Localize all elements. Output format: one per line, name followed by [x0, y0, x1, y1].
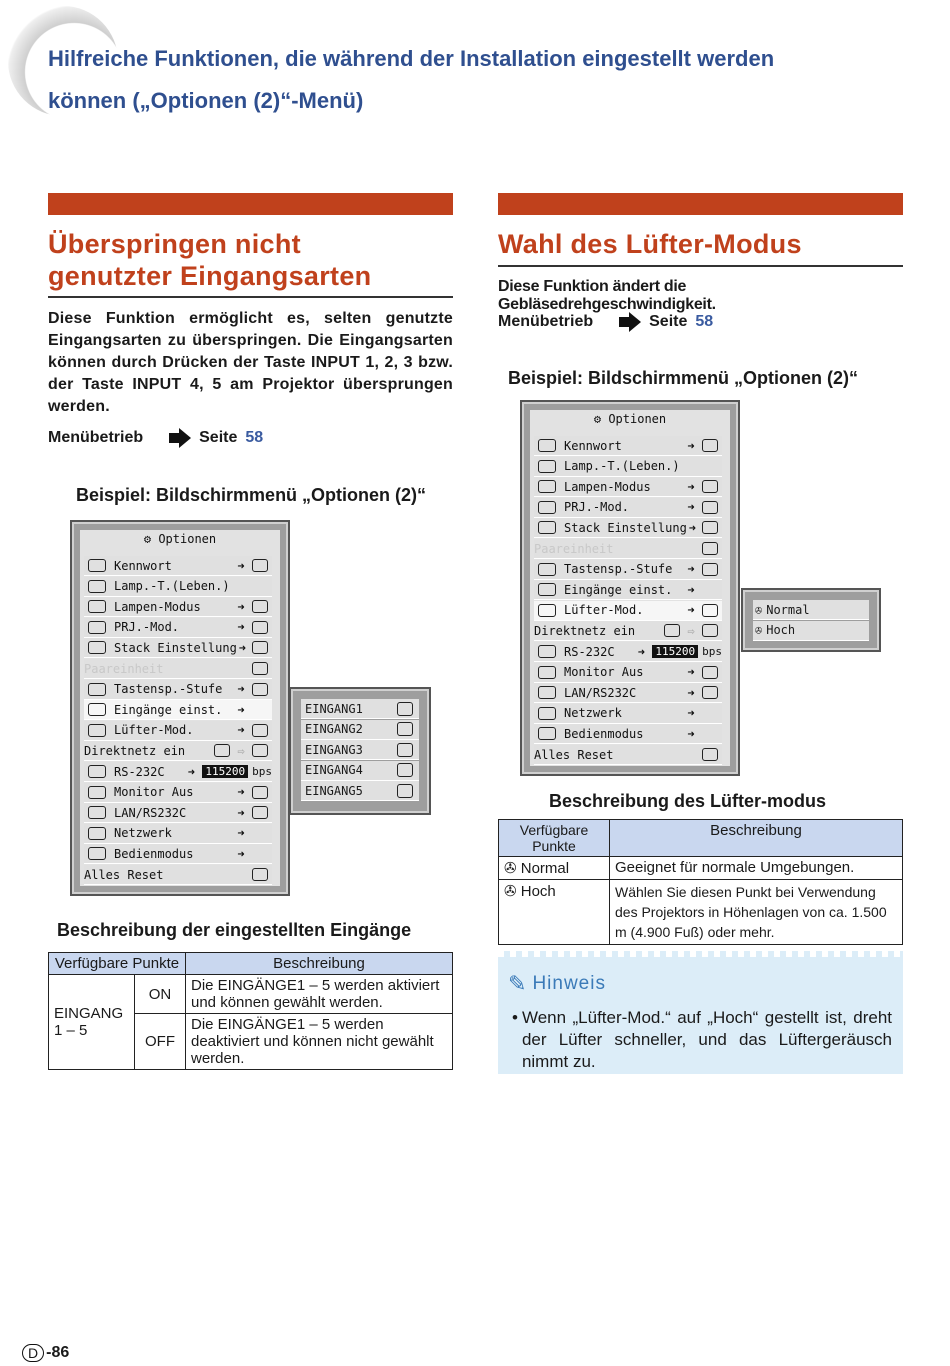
- hinweis-header: [508, 971, 606, 997]
- normal-desc: Geeignet für normale Umgebungen.: [610, 857, 903, 880]
- setting-state-icon: [702, 439, 718, 452]
- menu-item-icon: [538, 563, 556, 576]
- setting-state-icon: [252, 724, 268, 737]
- osd-menu-item[interactable]: [84, 865, 272, 885]
- arrow-right-icon: [629, 312, 641, 332]
- right-example-caption: Beispiel: Bildschirmmenü „Optionen (2)“: [508, 368, 859, 388]
- left-menu-op: [48, 428, 263, 448]
- normal-label: Normal: [520, 860, 570, 877]
- eingang-label: EINGANG 1 – 5: [54, 1005, 124, 1039]
- submenu-item-label: Normal: [766, 602, 810, 617]
- osd-menu-item-label: Lüfter-Mod.: [564, 603, 644, 618]
- page-number: [22, 1344, 69, 1362]
- menu-op-label: Menübetrieb: [48, 429, 144, 446]
- hoch-desc: Wählen Sie diesen Punkt bei Verwendung des Projektors in Höhenlagen von ca. 1.500 m (4.900 Fuß) oder mehr.: [610, 880, 903, 945]
- arrow-icon: ➜: [237, 558, 245, 573]
- arrow-icon: ⇨: [237, 743, 245, 758]
- osd-menu-item-label: Tastensp.-Stufe: [564, 562, 673, 577]
- arrow-icon: ➜: [687, 438, 695, 453]
- right-section-bar: [498, 193, 903, 215]
- osd-menu-item[interactable]: [84, 638, 272, 658]
- setting-state-icon: [252, 806, 268, 819]
- osd-menu-item-label: Eingänge einst.: [564, 582, 673, 597]
- table-head-items: Verfügbare Punkte: [499, 820, 610, 857]
- osd-header-label: Optionen: [608, 412, 667, 426]
- fan-icon: ✇: [755, 602, 763, 617]
- osd-menu-item[interactable]: [534, 683, 722, 703]
- baud-rate-value: 115200: [652, 645, 698, 658]
- arrow-icon: ➜: [637, 644, 645, 659]
- menu-item-icon: [88, 724, 106, 737]
- right-subtitle: Diese Funktion ändert die Gebläsedrehgeschwindigkeit.: [498, 278, 716, 313]
- osd-menu-item-label: LAN/RS232C: [564, 685, 637, 700]
- menu-item-icon: [538, 686, 556, 699]
- left-divider: [48, 296, 453, 298]
- page-title-line1: Hilfreiche Funktionen, die während der Installation eingestellt werden: [48, 46, 775, 71]
- menu-item-icon: [88, 641, 106, 654]
- osd-menu-item[interactable]: [534, 621, 722, 641]
- osd-menu-body: [530, 410, 730, 766]
- submenu-item-label: Hoch: [766, 623, 796, 638]
- arrow-icon: ➜: [688, 520, 697, 535]
- menu-item-icon: [538, 707, 556, 720]
- osd-header: [80, 532, 280, 554]
- baud-rate-unit: bps: [702, 645, 722, 658]
- arrow-icon: ➜: [687, 562, 695, 577]
- arrow-icon: ➜: [187, 764, 195, 779]
- arrow-icon: ➜: [237, 785, 245, 800]
- setting-state-icon: [702, 748, 718, 761]
- page-title: [48, 38, 868, 122]
- osd-menu-item-label: Stack Einstellung: [564, 520, 687, 535]
- setting-state-icon: [702, 501, 718, 514]
- setting-state-icon: [702, 563, 718, 576]
- gear-icon: ⚙: [593, 412, 602, 426]
- setting-state-icon: [252, 641, 268, 654]
- menu-item-icon: [88, 827, 106, 840]
- osd-menu-item[interactable]: [534, 663, 722, 683]
- inputs-table: [48, 952, 453, 1070]
- osd-menu-item-label: Direktnetz ein: [84, 743, 186, 758]
- osd-menu-item[interactable]: [534, 477, 722, 497]
- osd-menu-item-label: PRJ.-Mod.: [114, 620, 180, 635]
- setting-state-icon: [252, 662, 268, 675]
- menu-item-icon: [88, 765, 106, 778]
- osd-header: [530, 412, 730, 434]
- submenu-item-label: EINGANG2: [305, 722, 363, 737]
- osd-menu-item[interactable]: [534, 601, 722, 621]
- osd-menu-item[interactable]: [84, 680, 272, 700]
- osd-menu-item-label: Lamp.-T.(Leben.): [114, 579, 230, 594]
- osd-menu-item[interactable]: [84, 783, 272, 803]
- arrow-icon: ➜: [687, 685, 695, 700]
- osd-menu-item[interactable]: [534, 539, 722, 559]
- osd-menu-item[interactable]: [84, 762, 272, 782]
- menu-item-icon: [538, 521, 556, 534]
- osd-menu-item-label: Paareinheit: [534, 541, 614, 556]
- right-divider: [498, 265, 903, 267]
- table-head-desc: Beschreibung: [186, 953, 453, 975]
- arrow-icon: ➜: [687, 726, 695, 741]
- toggle-off-icon: [214, 744, 230, 757]
- fan-icon: ✇: [755, 623, 763, 638]
- submenu-item[interactable]: [301, 720, 419, 740]
- hinweis-text: Wenn „Lüfter-Mod.“ auf „Hoch“ gestellt ist, dreht der Lüfter schneller, und das Lüftergeräusch nimmt zu.: [521, 1008, 892, 1071]
- osd-menu-item[interactable]: [84, 577, 272, 597]
- setting-state-icon: [252, 786, 268, 799]
- normal-cell: [499, 857, 610, 880]
- osd-menu-item-label: Kennwort: [114, 558, 172, 573]
- page-ref-link[interactable]: 58: [245, 429, 264, 446]
- osd-menu-item[interactable]: [534, 498, 722, 518]
- osd-menu-item[interactable]: [84, 700, 272, 720]
- on-cell: ON: [135, 975, 186, 1014]
- baud-rate-value: 115200: [202, 765, 248, 778]
- setting-state-icon: [252, 683, 268, 696]
- hinweis-box: [498, 951, 903, 1074]
- menu-item-icon: [88, 847, 106, 860]
- checkbox-icon: [397, 722, 413, 736]
- osd-menu-item-label: RS-232C: [564, 644, 615, 659]
- osd-menu-right: [520, 400, 740, 776]
- osd-menu-item-label: Stack Einstellung: [114, 640, 237, 655]
- menu-item-icon: [88, 683, 106, 696]
- hinweis-title: Hinweis: [532, 973, 606, 994]
- table-head-items: Verfügbare Punkte: [49, 953, 186, 975]
- arrow-icon: ➜: [237, 599, 245, 614]
- fan-mode-table: [498, 819, 903, 945]
- setting-state-icon: [252, 868, 268, 881]
- arrow-icon: ➜: [687, 603, 695, 618]
- fan-icon: ✇: [504, 883, 517, 900]
- osd-menu-item-label: Bedienmodus: [564, 726, 644, 741]
- page-title-line2: können („Optionen (2)“-Menü): [48, 88, 364, 113]
- submenu-item-label: EINGANG4: [305, 763, 363, 778]
- menu-item-icon: [88, 580, 106, 593]
- baud-rate-unit: bps: [252, 765, 272, 778]
- osd-menu-item-label: Monitor Aus: [114, 785, 194, 800]
- osd-menu-item-label: Eingänge einst.: [114, 702, 223, 717]
- arrow-right-icon: [179, 428, 191, 448]
- gear-icon: ⚙: [143, 532, 152, 546]
- submenu-item-label: EINGANG5: [305, 783, 363, 798]
- setting-state-icon: [702, 666, 718, 679]
- osd-menu-item-label: Netzwerk: [564, 706, 622, 721]
- off-desc: Die EINGÄNGE1 – 5 werden deaktiviert und können nicht gewählt werden.: [186, 1014, 453, 1070]
- arrow-icon: ➜: [237, 826, 245, 841]
- osd-menu-item[interactable]: [534, 436, 722, 456]
- osd-header-label: Optionen: [158, 532, 217, 546]
- checkbox-icon: [397, 702, 413, 716]
- hinweis-dotted-border: [498, 951, 903, 957]
- osd-menu-item[interactable]: [534, 580, 722, 600]
- submenu-item[interactable]: [301, 761, 419, 781]
- arrow-icon: ➜: [237, 723, 245, 738]
- osd-menu-item-label: Lamp.-T.(Leben.): [564, 459, 680, 474]
- osd-menu-item[interactable]: [534, 457, 722, 477]
- menu-item-icon: [538, 666, 556, 679]
- osd-menu-item-label: PRJ.-Mod.: [564, 500, 630, 515]
- setting-state-icon: [702, 480, 718, 493]
- checkbox-icon: [397, 784, 413, 798]
- setting-state-icon: [252, 600, 268, 613]
- osd-menu-item[interactable]: [84, 741, 272, 761]
- arrow-icon: ⇨: [687, 623, 695, 638]
- left-table-title: Beschreibung der eingestellten Eingänge: [57, 920, 412, 940]
- right-section-title: Wahl des Lüfter-Modus: [498, 229, 802, 259]
- left-section-bar: [48, 193, 453, 215]
- menu-item-icon: [538, 480, 556, 493]
- submenu-item-label: EINGANG3: [305, 742, 363, 757]
- arrow-icon: ➜: [687, 500, 695, 515]
- menu-item-icon: [88, 621, 106, 634]
- right-menu-op: [498, 312, 713, 332]
- menu-item-icon: [538, 460, 556, 473]
- checkbox-icon: [397, 763, 413, 777]
- fan-icon: ✇: [504, 860, 517, 877]
- osd-menu-item[interactable]: [534, 642, 722, 662]
- menu-item-icon: [538, 501, 556, 514]
- right-table-title: Beschreibung des Lüfter-modus: [549, 791, 827, 811]
- fan-mode-submenu: [741, 588, 881, 652]
- bullet: •: [512, 1008, 518, 1027]
- on-desc: Die EINGÄNGE1 – 5 werden aktiviert und können gewählt werden.: [186, 975, 453, 1014]
- setting-state-icon: [252, 559, 268, 572]
- left-title-line1: Überspringen nicht: [48, 229, 301, 259]
- osd-menu-item-label: Bedienmodus: [114, 846, 194, 861]
- osd-menu-left: [70, 520, 290, 896]
- osd-menu-item-label: LAN/RS232C: [114, 805, 187, 820]
- osd-menu-item-label: Alles Reset: [84, 867, 164, 882]
- menu-item-icon: [538, 604, 556, 617]
- osd-menu-item-label: Netzwerk: [114, 826, 172, 841]
- osd-menu-item[interactable]: [534, 724, 722, 744]
- arrow-icon: ➜: [687, 706, 695, 721]
- osd-menu-item-label: Monitor Aus: [564, 665, 644, 680]
- osd-menu-item[interactable]: [84, 844, 272, 864]
- arrow-icon: ➜: [237, 620, 245, 635]
- pencil-icon: ✎: [508, 971, 527, 996]
- arrow-icon: ➜: [687, 479, 695, 494]
- osd-menu-item-label: RS-232C: [114, 764, 165, 779]
- submenu-item[interactable]: [301, 740, 419, 760]
- submenu-item[interactable]: [301, 699, 419, 719]
- osd-menu-item[interactable]: [84, 803, 272, 823]
- page-number-prefix: D: [22, 1344, 44, 1362]
- osd-menu-item-label: Lampen-Modus: [114, 599, 201, 614]
- osd-menu-item-label: Alles Reset: [534, 747, 614, 762]
- osd-menu-body: [80, 530, 280, 886]
- table-head-desc: Beschreibung: [610, 820, 903, 857]
- submenu-item-label: EINGANG1: [305, 701, 363, 716]
- submenu-item[interactable]: [753, 621, 869, 641]
- left-title-line2: genutzter Eingangsarten: [48, 261, 372, 291]
- menu-item-icon: [88, 786, 106, 799]
- menu-item-icon: [538, 439, 556, 452]
- arrow-icon: ➜: [238, 640, 247, 655]
- menu-item-icon: [538, 583, 556, 596]
- hoch-cell: [499, 880, 610, 945]
- page-ref-link[interactable]: 58: [695, 313, 714, 330]
- arrow-icon: ➜: [237, 805, 245, 820]
- arrow-icon: ➜: [237, 682, 245, 697]
- submenu-item[interactable]: [753, 600, 869, 620]
- table-row-label: [49, 975, 135, 1070]
- toggle-off-icon: [664, 624, 680, 637]
- setting-state-icon: [702, 686, 718, 699]
- osd-menu-item[interactable]: [84, 659, 272, 679]
- arrow-icon: ➜: [237, 702, 245, 717]
- osd-menu-item[interactable]: [84, 721, 272, 741]
- osd-menu-item[interactable]: [84, 824, 272, 844]
- submenu-item[interactable]: [301, 781, 419, 801]
- left-section-title: [48, 228, 453, 292]
- osd-menu-item-label: Direktnetz ein: [534, 623, 636, 638]
- menu-item-icon: [538, 645, 556, 658]
- menu-op-label: Menübetrieb: [498, 313, 594, 330]
- osd-menu-item[interactable]: [84, 618, 272, 638]
- osd-menu-item[interactable]: [534, 745, 722, 765]
- setting-state-icon: [702, 521, 718, 534]
- osd-menu-item-label: Lüfter-Mod.: [114, 723, 194, 738]
- arrow-icon: ➜: [687, 665, 695, 680]
- menu-item-icon: [88, 559, 106, 572]
- osd-menu-item[interactable]: [534, 518, 722, 538]
- menu-item-icon: [88, 806, 106, 819]
- toggle-on-icon: [702, 624, 718, 637]
- osd-menu-item-label: Kennwort: [564, 438, 622, 453]
- setting-state-icon: [702, 542, 718, 555]
- osd-menu-item-label: Tastensp.-Stufe: [114, 682, 223, 697]
- toggle-on-icon: [252, 744, 268, 757]
- osd-menu-item[interactable]: [534, 560, 722, 580]
- hinweis-item: [512, 1007, 892, 1073]
- osd-menu-item[interactable]: [534, 704, 722, 724]
- page-ref-label: Seite: [649, 313, 688, 330]
- inputs-submenu: [289, 687, 431, 815]
- osd-menu-item[interactable]: [84, 597, 272, 617]
- hoch-label: Hoch: [520, 883, 556, 900]
- arrow-icon: ➜: [687, 582, 695, 597]
- checkbox-icon: [397, 743, 413, 757]
- left-example-caption: Beispiel: Bildschirmmenü „Optionen (2)“: [76, 485, 427, 505]
- setting-state-icon: [702, 604, 718, 617]
- page-ref-label: Seite: [199, 429, 238, 446]
- left-body-text: Diese Funktion ermöglicht es, selten genutzte Eingangsarten zu überspringen. Die Eingangsarten können durch Drücken der Taste INPUT 1, 2, 3 bzw. der Taste INPUT 4, 5 am Projektor übersprungen werden.: [48, 310, 453, 415]
- off-cell: OFF: [135, 1014, 186, 1070]
- arrow-icon: ➜: [237, 846, 245, 861]
- setting-state-icon: [252, 621, 268, 634]
- osd-menu-item-label: Paareinheit: [84, 661, 164, 676]
- menu-item-icon: [538, 727, 556, 740]
- osd-menu-item-label: Lampen-Modus: [564, 479, 651, 494]
- osd-menu-item[interactable]: [84, 556, 272, 576]
- menu-item-icon: [88, 600, 106, 613]
- page-number-value: -86: [46, 1344, 70, 1361]
- menu-item-icon: [88, 703, 106, 716]
